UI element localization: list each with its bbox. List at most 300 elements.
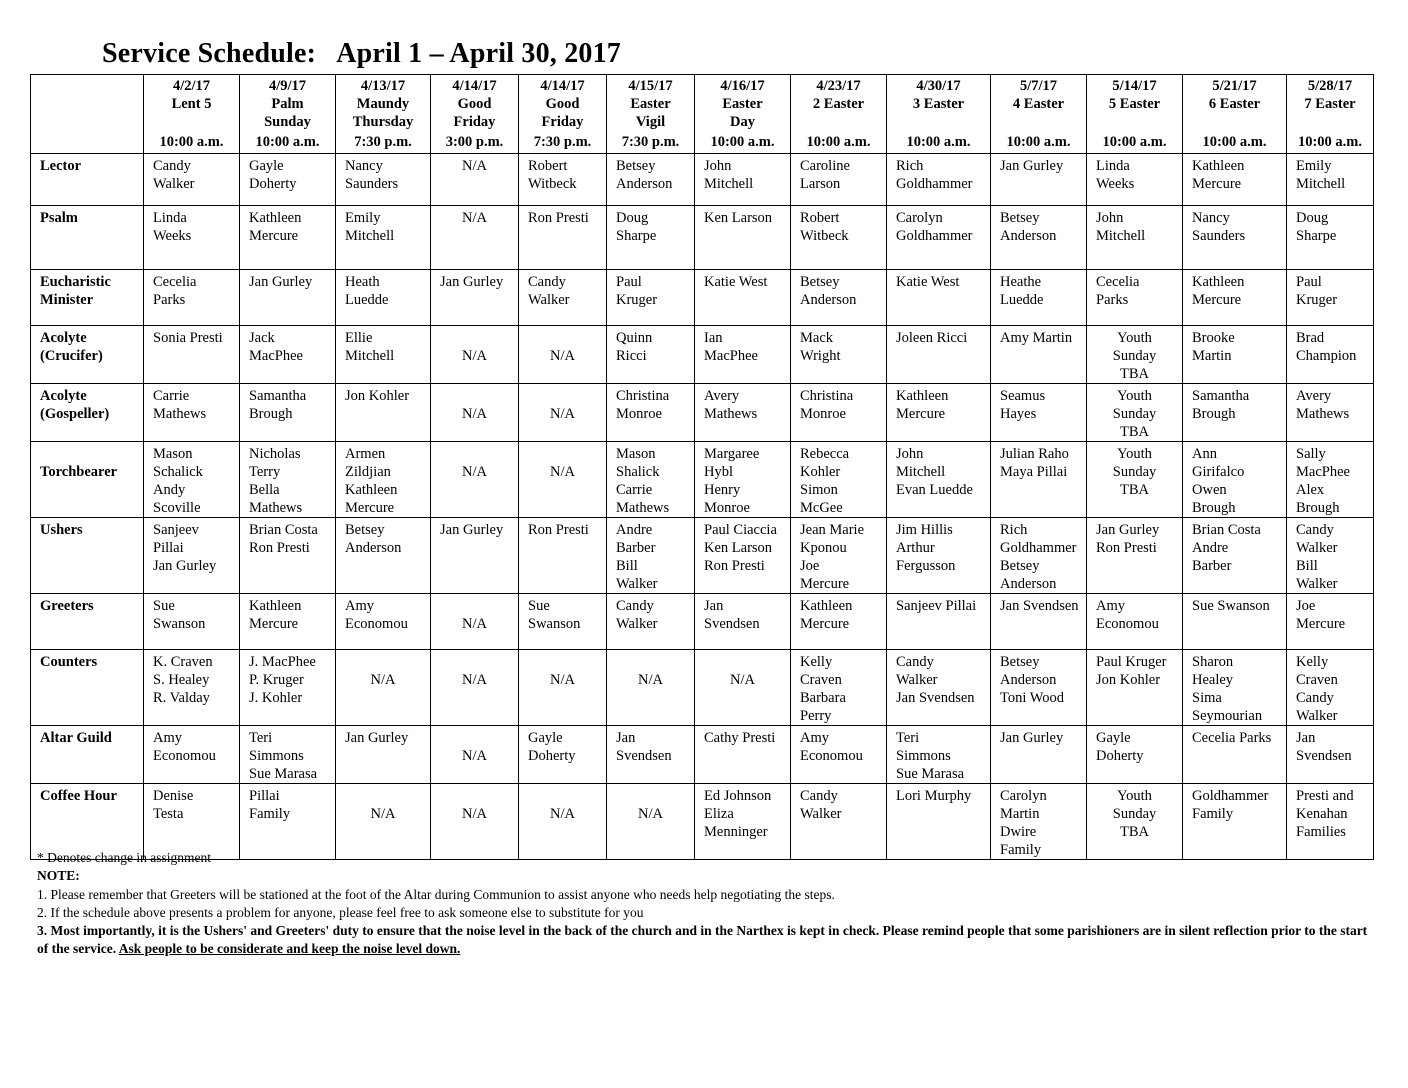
assignee-name: Brian Costa bbox=[249, 522, 318, 538]
assignee-name: Goldhammer bbox=[896, 228, 973, 244]
assignee-name: Schalick bbox=[153, 464, 203, 480]
column-name2: Friday bbox=[453, 114, 496, 130]
assignee-name: Ed Johnson bbox=[704, 788, 772, 804]
schedule-cell bbox=[607, 206, 695, 270]
role-label-line: Psalm bbox=[40, 210, 78, 226]
schedule-cell bbox=[1087, 154, 1183, 206]
assignee-name: Terry bbox=[249, 464, 281, 480]
assignee-name: McGee bbox=[800, 500, 843, 516]
assignee-name bbox=[519, 787, 606, 805]
assignee-name: Youth bbox=[1117, 788, 1152, 804]
assignee-name: R. Valday bbox=[153, 690, 210, 706]
assignee-name bbox=[336, 653, 430, 671]
schedule-cell bbox=[240, 384, 336, 442]
schedule-cell bbox=[144, 206, 240, 270]
assignee-name: Barbara bbox=[800, 690, 846, 706]
schedule-cell bbox=[240, 594, 336, 650]
schedule-cell bbox=[887, 442, 991, 518]
assignee-name: N/A bbox=[550, 348, 575, 364]
column-name2 bbox=[1287, 113, 1373, 131]
assignee-name: Kathleen bbox=[345, 482, 398, 498]
assignee-name: Mercure bbox=[1192, 176, 1242, 192]
assignee-name: Seymourian bbox=[1192, 708, 1263, 724]
assignee-name: Andre bbox=[1192, 540, 1229, 556]
schedule-cell bbox=[607, 650, 695, 726]
assignee-name: Shalick bbox=[616, 464, 660, 480]
asterisk-note: * Denotes change in assignment bbox=[37, 850, 211, 865]
assignee-name: Candy bbox=[1296, 690, 1334, 706]
schedule-cell bbox=[431, 518, 519, 594]
column-time: 7:30 p.m. bbox=[533, 134, 592, 150]
assignee-name: Jack bbox=[249, 330, 275, 346]
schedule-cell bbox=[887, 594, 991, 650]
schedule-cell bbox=[336, 594, 431, 650]
assignee-name: J. Kohler bbox=[249, 690, 303, 706]
assignee-name: Mercure bbox=[1296, 616, 1346, 632]
schedule-cell bbox=[991, 726, 1087, 784]
assignee-name: Heath bbox=[345, 274, 380, 290]
schedule-cell bbox=[144, 384, 240, 442]
assignee-name: Paul Ciaccia bbox=[704, 522, 777, 538]
assignee-name: Jan bbox=[704, 598, 724, 614]
assignee-name: Walker bbox=[153, 176, 195, 192]
column-time: 7:30 p.m. bbox=[354, 134, 412, 150]
schedule-cell bbox=[144, 326, 240, 384]
schedule-cell bbox=[887, 726, 991, 784]
assignee-name: S. Healey bbox=[153, 672, 210, 688]
assignee-name: Kathleen bbox=[1192, 158, 1245, 174]
assignee-name: Jan Gurley bbox=[249, 274, 313, 290]
assignee-name: N/A bbox=[462, 672, 487, 688]
assignee-name: Kruger bbox=[616, 292, 658, 308]
assignee-name: Girifalco bbox=[1192, 464, 1245, 480]
assignee-name: Cecelia bbox=[1096, 274, 1140, 290]
assignee-name: John bbox=[1096, 210, 1124, 226]
assignee-name: Avery bbox=[1296, 388, 1332, 404]
assignee-name: Witbeck bbox=[528, 176, 577, 192]
assignee-name: Hayes bbox=[1000, 406, 1037, 422]
schedule-cell bbox=[1287, 594, 1374, 650]
schedule-cell bbox=[1183, 154, 1287, 206]
column-time: 10:00 a.m. bbox=[159, 134, 224, 150]
column-date: 5/28/17 bbox=[1307, 78, 1353, 94]
schedule-cell bbox=[144, 650, 240, 726]
column-date: 5/7/17 bbox=[1019, 78, 1058, 94]
assignee-name: Candy bbox=[153, 158, 191, 174]
assignee-name: Jan Gurley bbox=[345, 730, 409, 746]
assignee-name: Pillai bbox=[153, 540, 184, 556]
assignee-name: Family bbox=[1192, 806, 1234, 822]
assignee-name: Svendsen bbox=[1296, 748, 1352, 764]
column-header bbox=[607, 75, 695, 154]
assignee-name: Mitchell bbox=[345, 228, 395, 244]
schedule-cell bbox=[144, 726, 240, 784]
assignee-name: Candy bbox=[800, 788, 838, 804]
assignee-name bbox=[695, 653, 790, 671]
assignee-name: Toni Wood bbox=[1000, 690, 1065, 706]
assignee-name: Doherty bbox=[249, 176, 297, 192]
schedule-cell bbox=[607, 326, 695, 384]
schedule-cell bbox=[607, 384, 695, 442]
assignee-name: Christina bbox=[616, 388, 670, 404]
assignee-name: N/A bbox=[462, 210, 487, 226]
assignee-name: Family bbox=[249, 806, 291, 822]
assignee-name: Avery bbox=[704, 388, 740, 404]
assignee-name: Monroe bbox=[616, 406, 662, 422]
schedule-cell bbox=[1183, 726, 1287, 784]
schedule-cell bbox=[431, 326, 519, 384]
assignee-name: Simon bbox=[800, 482, 838, 498]
assignee-name: Ron Presti bbox=[704, 558, 765, 574]
assignee-name: Kruger bbox=[1296, 292, 1338, 308]
column-name2 bbox=[1087, 113, 1182, 131]
schedule-cell bbox=[887, 650, 991, 726]
schedule-cell bbox=[519, 650, 607, 726]
column-name2: Vigil bbox=[635, 114, 666, 130]
schedule-cell bbox=[240, 726, 336, 784]
schedule-cell bbox=[991, 650, 1087, 726]
assignee-name: Brad bbox=[1296, 330, 1325, 346]
assignee-name: Economou bbox=[153, 748, 216, 764]
assignee-name: Nancy bbox=[1192, 210, 1230, 226]
assignee-name: Robert bbox=[800, 210, 840, 226]
assignee-name: Jan Svendsen bbox=[1000, 598, 1079, 614]
assignee-name: Ron Presti bbox=[1096, 540, 1157, 556]
schedule-cell bbox=[991, 442, 1087, 518]
assignee-name bbox=[431, 387, 518, 405]
role-label-line: Acolyte bbox=[40, 330, 87, 346]
column-time: 10:00 a.m. bbox=[255, 134, 320, 150]
assignee-name: Martin bbox=[1000, 806, 1040, 822]
assignee-name: Margaree bbox=[704, 446, 760, 462]
assignee-name: Lori Murphy bbox=[896, 788, 972, 804]
table-row bbox=[31, 650, 1374, 726]
schedule-cell bbox=[240, 442, 336, 518]
role-label-line: Minister bbox=[40, 292, 94, 308]
assignee-name: Cathy Presti bbox=[704, 730, 776, 746]
assignee-name: Quinn bbox=[616, 330, 653, 346]
column-date: 5/14/17 bbox=[1112, 78, 1157, 94]
note-item-3-text: 3. Most importantly, it is the Ushers' and Greeters' duty to ensure that the noise level in the back of the church and in the Narthex is kept in check. Please remind people that some parishioners are in silent reflection prior to the start of the service. bbox=[37, 923, 1368, 957]
assignee-name: Sue Marasa bbox=[249, 766, 318, 782]
note-item-3 bbox=[37, 922, 1377, 959]
column-date: 4/30/17 bbox=[916, 78, 961, 94]
assignee-name: Sunday bbox=[1112, 348, 1157, 364]
schedule-cell bbox=[519, 594, 607, 650]
schedule-cell bbox=[791, 384, 887, 442]
assignee-name: Family bbox=[1000, 842, 1042, 858]
assignee-name: Samantha bbox=[1192, 388, 1250, 404]
schedule-cell bbox=[1183, 270, 1287, 326]
assignee-name bbox=[607, 787, 694, 805]
assignee-name: Betsey bbox=[1000, 654, 1040, 670]
assignee-name: Kohler bbox=[800, 464, 841, 480]
assignee-name: Linda bbox=[1096, 158, 1130, 174]
assignee-name: Amy Martin bbox=[1000, 330, 1073, 346]
column-name: Good bbox=[457, 96, 492, 112]
assignee-name: Barber bbox=[616, 540, 656, 556]
assignee-name: Walker bbox=[616, 616, 658, 632]
assignee-name: Jan Gurley bbox=[1000, 730, 1064, 746]
assignee-name: Bill bbox=[1296, 558, 1318, 574]
notes-section bbox=[37, 849, 1377, 959]
assignee-name: Mitchell bbox=[704, 176, 754, 192]
column-header bbox=[991, 75, 1087, 154]
assignee-name: Teri bbox=[249, 730, 273, 746]
schedule-cell bbox=[519, 442, 607, 518]
column-name2 bbox=[1183, 113, 1286, 131]
schedule-cell bbox=[695, 154, 791, 206]
column-header bbox=[519, 75, 607, 154]
assignee-name: Economou bbox=[1096, 616, 1159, 632]
assignee-name: Martin bbox=[1192, 348, 1232, 364]
assignee-name: Jean Marie bbox=[800, 522, 865, 538]
schedule-cell bbox=[431, 384, 519, 442]
schedule-cell bbox=[240, 154, 336, 206]
assignee-name: Sharpe bbox=[616, 228, 657, 244]
column-name: Maundy bbox=[356, 96, 410, 112]
assignee-name bbox=[431, 653, 518, 671]
table-row bbox=[31, 384, 1374, 442]
assignee-name bbox=[431, 597, 518, 615]
role-label-line bbox=[40, 445, 143, 463]
column-header bbox=[431, 75, 519, 154]
column-time: 10:00 a.m. bbox=[806, 134, 871, 150]
schedule-cell bbox=[240, 270, 336, 326]
schedule-cell bbox=[519, 326, 607, 384]
schedule-cell bbox=[336, 650, 431, 726]
assignee-name: Armen bbox=[345, 446, 386, 462]
column-name: 5 Easter bbox=[1108, 96, 1161, 112]
assignee-name: Jon Kohler bbox=[345, 388, 410, 404]
schedule-cell bbox=[695, 270, 791, 326]
schedule-cell bbox=[607, 270, 695, 326]
assignee-name: Sue Swanson bbox=[1192, 598, 1270, 614]
assignee-name: Goldhammer bbox=[1192, 788, 1269, 804]
column-name: 6 Easter bbox=[1208, 96, 1261, 112]
column-time: 10:00 a.m. bbox=[710, 134, 775, 150]
column-date: 4/15/17 bbox=[628, 78, 673, 94]
column-time: 10:00 a.m. bbox=[1102, 134, 1167, 150]
assignee-name: Sunday bbox=[1112, 806, 1157, 822]
column-header bbox=[336, 75, 431, 154]
assignee-name: Sunday bbox=[1112, 406, 1157, 422]
assignee-name: Kelly bbox=[1296, 654, 1329, 670]
assignee-name: Robert bbox=[528, 158, 568, 174]
schedule-cell bbox=[1183, 650, 1287, 726]
assignee-name: Carrie bbox=[153, 388, 190, 404]
role-label-line: Counters bbox=[40, 654, 98, 670]
assignee-name: Mathews bbox=[1296, 406, 1350, 422]
role-label-line: (Gospeller) bbox=[40, 406, 110, 422]
assignee-name: Parks bbox=[1096, 292, 1129, 308]
assignee-name: P. Kruger bbox=[249, 672, 304, 688]
assignee-name: Brooke bbox=[1192, 330, 1235, 346]
column-time: 10:00 a.m. bbox=[1006, 134, 1071, 150]
schedule-cell bbox=[1087, 206, 1183, 270]
schedule-cell bbox=[887, 270, 991, 326]
assignee-name: Scoville bbox=[153, 500, 201, 516]
schedule-cell bbox=[431, 594, 519, 650]
schedule-cell bbox=[144, 154, 240, 206]
note-item-1: 1. Please remember that Greeters will be stationed at the foot of the Altar during Communion to assist anyone who needs help negotiating the steps. bbox=[37, 886, 835, 902]
assignee-name: Mathews bbox=[704, 406, 758, 422]
assignee-name: Walker bbox=[896, 672, 938, 688]
assignee-name: Kathleen bbox=[249, 210, 302, 226]
table-row bbox=[31, 154, 1374, 206]
assignee-name: Pillai bbox=[249, 788, 280, 804]
assignee-name: Amy bbox=[800, 730, 829, 746]
assignee-name bbox=[519, 653, 606, 671]
assignee-name: Goldhammer bbox=[896, 176, 973, 192]
assignee-name: Simmons bbox=[896, 748, 951, 764]
role-label bbox=[31, 726, 144, 784]
schedule-cell bbox=[240, 206, 336, 270]
assignee-name: Sanjeev Pillai bbox=[896, 598, 977, 614]
header-row bbox=[31, 75, 1374, 154]
column-name: 7 Easter bbox=[1304, 96, 1356, 112]
role-label-line: Eucharistic bbox=[40, 274, 111, 290]
assignee-name: Saunders bbox=[1192, 228, 1246, 244]
column-header bbox=[1287, 75, 1374, 154]
schedule-cell bbox=[240, 650, 336, 726]
schedule-cell bbox=[607, 594, 695, 650]
column-name: Easter bbox=[722, 96, 763, 112]
assignee-name: Doherty bbox=[1096, 748, 1144, 764]
schedule-cell bbox=[1183, 442, 1287, 518]
assignee-name: Mercure bbox=[800, 616, 850, 632]
assignee-name: John bbox=[704, 158, 732, 174]
schedule-cell bbox=[1183, 326, 1287, 384]
assignee-name: Youth bbox=[1117, 388, 1152, 404]
table-row bbox=[31, 518, 1374, 594]
schedule-cell bbox=[791, 442, 887, 518]
schedule-cell bbox=[1087, 650, 1183, 726]
column-name2 bbox=[791, 113, 886, 131]
assignee-name: Ian bbox=[704, 330, 723, 346]
column-time: 7:30 p.m. bbox=[621, 134, 680, 150]
column-name2: Day bbox=[730, 114, 755, 130]
role-label-line: Ushers bbox=[40, 522, 83, 538]
column-header bbox=[240, 75, 336, 154]
assignee-name: Candy bbox=[896, 654, 934, 670]
schedule-cell bbox=[791, 326, 887, 384]
assignee-name: Anderson bbox=[345, 540, 402, 556]
assignee-name: Amy bbox=[345, 598, 374, 614]
assignee-name: Sally bbox=[1296, 446, 1326, 462]
column-time: 10:00 a.m. bbox=[906, 134, 971, 150]
assignee-name: Luedde bbox=[345, 292, 389, 308]
schedule-cell bbox=[887, 206, 991, 270]
assignee-name: Mathews bbox=[616, 500, 670, 516]
assignee-name: N/A bbox=[462, 748, 487, 764]
schedule-cell bbox=[144, 270, 240, 326]
assignee-name: Kelly bbox=[800, 654, 833, 670]
column-name: Good bbox=[545, 96, 580, 112]
assignee-name: Katie West bbox=[896, 274, 960, 290]
role-label bbox=[31, 518, 144, 594]
assignee-name bbox=[431, 787, 518, 805]
assignee-name: Walker bbox=[1296, 708, 1338, 724]
assignee-name: Sanjeev bbox=[153, 522, 199, 538]
assignee-name: Anderson bbox=[616, 176, 673, 192]
assignee-name: N/A bbox=[370, 806, 396, 822]
schedule-cell bbox=[1087, 726, 1183, 784]
column-header bbox=[887, 75, 991, 154]
assignee-name: Swanson bbox=[153, 616, 206, 632]
assignee-name: N/A bbox=[638, 806, 663, 822]
assignee-name: John bbox=[896, 446, 924, 462]
schedule-cell bbox=[887, 518, 991, 594]
schedule-cell bbox=[431, 270, 519, 326]
table-row bbox=[31, 442, 1374, 518]
assignee-name: TBA bbox=[1120, 482, 1149, 498]
column-name: 4 Easter bbox=[1012, 96, 1065, 112]
column-name: 2 Easter bbox=[812, 96, 865, 112]
assignee-name: Andy bbox=[153, 482, 186, 498]
column-name2 bbox=[991, 113, 1086, 131]
schedule-cell bbox=[695, 442, 791, 518]
role-label-line: Acolyte bbox=[40, 388, 87, 404]
column-name: Easter bbox=[630, 96, 671, 112]
role-label bbox=[31, 154, 144, 206]
assignee-name: Sunday bbox=[1112, 464, 1157, 480]
schedule-cell bbox=[1087, 270, 1183, 326]
assignee-name: Youth bbox=[1117, 446, 1152, 462]
assignee-name: N/A bbox=[462, 806, 487, 822]
assignee-name: Emily bbox=[1296, 158, 1332, 174]
assignee-name: N/A bbox=[550, 806, 575, 822]
role-label-line: Lector bbox=[40, 158, 82, 174]
assignee-name: Jon Kohler bbox=[1096, 672, 1161, 688]
assignee-name: Kathleen bbox=[249, 598, 302, 614]
assignee-name: Ken Larson bbox=[704, 210, 773, 226]
schedule-cell bbox=[431, 206, 519, 270]
assignee-name: Owen bbox=[1192, 482, 1227, 498]
schedule-cell bbox=[1183, 206, 1287, 270]
assignee-name: N/A bbox=[550, 406, 575, 422]
schedule-cell bbox=[991, 206, 1087, 270]
column-time: 10:00 a.m. bbox=[1202, 134, 1267, 150]
assignee-name: Mercure bbox=[1192, 292, 1242, 308]
assignee-name: Seamus bbox=[1000, 388, 1046, 404]
schedule-cell bbox=[519, 154, 607, 206]
schedule-cell bbox=[1287, 518, 1374, 594]
assignee-name: Doug bbox=[616, 210, 649, 226]
assignee-name: Jim Hillis bbox=[896, 522, 953, 538]
role-label bbox=[31, 594, 144, 650]
assignee-name: Fergusson bbox=[896, 558, 956, 574]
schedule-cell bbox=[336, 384, 431, 442]
column-name2: Friday bbox=[541, 114, 584, 130]
assignee-name: TBA bbox=[1120, 824, 1149, 840]
role-label-line: Altar Guild bbox=[40, 730, 112, 746]
assignee-name: Paul bbox=[616, 274, 642, 290]
assignee-name: Candy bbox=[1296, 522, 1334, 538]
assignee-name: Paul bbox=[1296, 274, 1322, 290]
assignee-name: Anderson bbox=[800, 292, 857, 308]
schedule-cell bbox=[791, 206, 887, 270]
assignee-name: Paul Kruger bbox=[1096, 654, 1167, 670]
assignee-name: Ken Larson bbox=[704, 540, 773, 556]
schedule-cell bbox=[887, 326, 991, 384]
assignee-name: Sonia Presti bbox=[153, 330, 223, 346]
schedule-cell bbox=[1087, 326, 1183, 384]
schedule-cell bbox=[519, 270, 607, 326]
role-label bbox=[31, 206, 144, 270]
assignee-name: Gayle bbox=[1096, 730, 1131, 746]
role-label-line: Coffee Hour bbox=[40, 788, 117, 804]
